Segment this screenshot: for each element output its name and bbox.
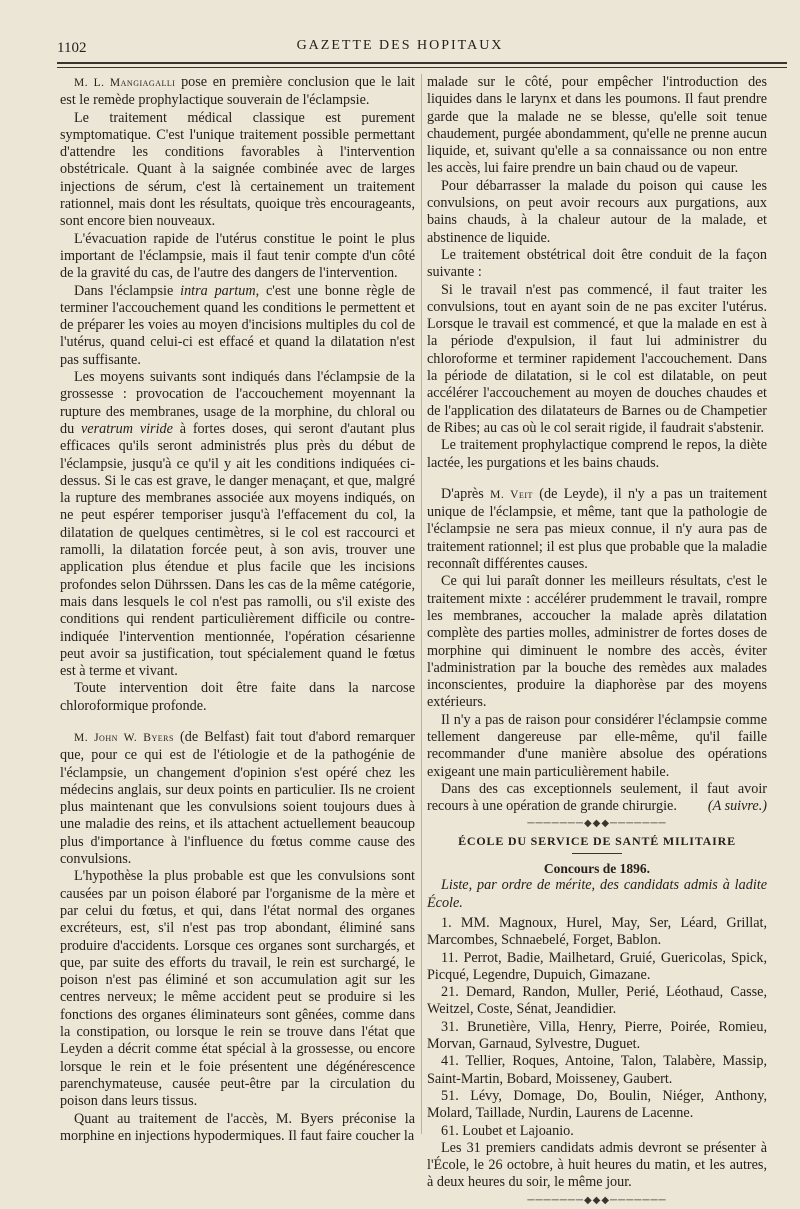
left-column: [60, 74, 415, 1145]
paragraph: Les moyens suivants sont indiqués dans l'éclampsie de la grossesse : provocation de l'accouchement moyennant la rupture des membranes, usage de la morphine, du chloral ou du veratrum viride à fortes doses, qui seront d'autant plus efficaces qu'ils seront administrés plus près du début de l'éclampsie, jusqu'à ce qu'il y ait les conditions indiquées ci-dessus. Si le cas est grave, le danger menaçant, et que, malgré la rupture des membranes associée aux moyens indiqués, on ne peut espérer temporiser jusqu'à l'effacement du col, la dilatation de quelques centimètres, si le col est raccourci et ramolli, la dilatation forcée peut, à son avis, trouver une application plus étendue et plus facile que les incisions profondes selon Dührssen. Dans les cas de la même catégorie, mais dans lesquels le col n'est pas ramolli, ou s'il existe des conditions qui rendent particulièrement difficile ou contre-indiquée l'intervention mentionnée, l'opération césarienne peut avoir sa justification, tout spécialement quand le fœtus est à terme et vivant.: [60, 369, 416, 680]
author-name: M. Veit: [490, 488, 533, 501]
list-item: 21. Demard, Randon, Muller, Perié, Léothaud, Casse, Weitzel, Coste, Sénat, Jeandidier.: [427, 984, 767, 1018]
to-be-continued: (A suivre.): [707, 798, 767, 815]
header-rule-thick: [57, 62, 787, 64]
paragraph: Quant au traitement de l'accès, M. Byers préconise la morphine en injections hypodermiques. Il faut faire coucher la: [60, 1110, 415, 1144]
paragraph: L'hypothèse la plus probable est que les convulsions sont causées par un poison élaboré par l'organisme de la mère et par celui du fœtus, et qui, dans l'état normal des organes excréteurs, est, s'il n'est pas trop abondant, éliminé sans produire d'accidents. Lorsque ces organes sont surchargés, et que, par suite des efforts du travail, le rein est surchargé, le poison n'est pas éliminé et son accumulation agit sur les centres nerveux; le même accident peut se produire si les fonctions des organes éliminateurs sont gênées, comme dans la constipation, ou lorsque le rein se trouve dans l'état que Leyden a décrit comme état spécial à la grossesse, ou encore lorsque le rein et le foie présentent une dégénérescence parenchymateuse, causée peut-être par la circulation du poison dans leurs tissus.: [60, 868, 415, 1110]
journal-title: GAZETTE DES HOPITAUX: [296, 38, 504, 53]
section-title-rule: [572, 853, 622, 854]
paragraph: Le traitement prophylactique comprend le repos, la diète lactée, les purgations et les bains chauds.: [427, 437, 767, 471]
paragraph: Les 31 premiers candidats admis devront se présenter à l'École, le 26 octobre, à huit heures du matin, et les autres, à deux heures du soir, le même jour.: [427, 1139, 767, 1191]
paragraph: L'évacuation rapide de l'utérus constitue le point le plus important de l'éclampsie, mais il faut tenir compte d'un côté de la gravité du cas, de l'autre des dangers de l'intervention.: [60, 230, 415, 282]
paragraph: Ce qui lui paraît donner les meilleurs résultats, c'est le traitement mixte : accélérer prudemment le travail, rompre les membranes, accoucher la malade après dilatation complète des parties molles, administrer de fortes doses de morphine qui diminuent le nombre des accès, éviter l'administration par la bouche des remèdes aux malades inconscientes, produire la diaphorèse par des moyens extérieurs.: [427, 573, 767, 711]
paragraph: malade sur le côté, pour empêcher l'introduction des liquides dans le larynx et dans les poumons. Il faut prendre garde que la malade ne se blesse, qu'elle soit tenue chaudement, purgée abondamment, qu'elle ne prenne aucun liquide, et, suivant qu'elle a sa connaissance ou non entre les accès, lui faire prendre un bain chaud ou de vapeur.: [427, 74, 767, 177]
paragraph: Le traitement obstétrical doit être conduit de la façon suivante :: [427, 246, 767, 281]
paragraph: M. L. Mangiagalli pose en première conclusion que le lait est le remède prophylactique souverain de l'éclampsie.: [60, 74, 415, 109]
page-number: 1102: [57, 40, 87, 56]
end-ornament: ───────◆◆◆───────: [527, 1194, 667, 1206]
paragraph: M. John W. Byers (de Belfast) fait tout d'abord remarquer que, pour ce qui est de l'étiologie et de la pathogénie de l'éclampsie, un changement d'opinion s'est opéré chez les médecins anglais, sur deux points en particulier. Ils ne croient plus maintenant que les convulsions soient toujours dues à une maladie des reins, et ils attachent actuellement beaucoup plus d'importance à l'influence du fœtus comme cause des convulsions.: [60, 728, 415, 868]
list-item: 61. Loubet et Lajoanio.: [441, 1122, 574, 1139]
right-column: [427, 74, 767, 1209]
paragraph: Dans l'éclampsie intra partum, c'est une bonne règle de terminer l'accouchement quand les conditions le permettent et de préparer les voies au moyen d'incisions multiples du col de l'utérus, quand celui-ci est effacé et quand la dilatation n'est pas suffisante.: [60, 282, 415, 368]
paragraph: Pour débarrasser la malade du poison qui cause les convulsions, on peut avoir recours aux purgations, aux bains chauds, à la chaleur autour de la malade, et abstinence de liquide.: [427, 177, 767, 246]
paragraph: Il n'y a pas de raison pour considérer l'éclampsie comme tellement dangereuse par elle-même, qu'il faille recommander d'une manière absolue des opérations exigeant une main particulièrement habile.: [427, 711, 767, 780]
candidate-list: [427, 915, 767, 1140]
paragraph: Le traitement médical classique est purement symptomatique. C'est l'unique traitement possible permettant d'attendre les conditions favorables à l'intervention obstétricale. Quant à la saignée combinée avec de larges injections de sérum, c'est là certainement un traitement rationnel, mais dont les résultats, quoique très encourageants, sont encore bien nouveaux.: [60, 109, 415, 230]
author-name: M. John W. Byers: [74, 731, 174, 744]
header-rule-thin: [57, 67, 787, 68]
list-item: 1. MM. Magnoux, Hurel, May, Ser, Léard, Grillat, Marcombes, Schnaebelé, Forget, Bablon.: [427, 914, 767, 949]
paragraph: Si le travail n'est pas commencé, il faut traiter les convulsions, tout en ayant soin de ne pas exciter l'utérus. Lorsque le travail est commencé, et que la malade en est à la période d'expulsion, il faut lui administrer du chloroforme et terminer rapidement l'accouchement. Dans la période de dilatation, si le col est dilatable, on peut accélérer l'accouchement au moyen de douches chaudes et de l'application des dilatateurs de Barnes ou de Champetier de Ribes; au cas où le col serait rigide, il faudrait s'abstenir.: [427, 281, 767, 436]
list-item: 31. Brunetière, Villa, Henry, Pierre, Poirée, Romieu, Morvan, Garnaud, Sylvestre, Duguet.: [427, 1018, 767, 1053]
section-title: ÉCOLE DU SERVICE DE SANTÉ MILITAIRE: [458, 833, 736, 848]
paragraph: Dans des cas exceptionnels seulement, il faut avoir recours à une opération de grande chirurgie. (A suivre.): [427, 780, 767, 815]
list-intro: Liste, par ordre de mérite, des candidats admis à ladite École.: [427, 877, 767, 911]
column-divider: [421, 74, 422, 1134]
author-name: M. L. Mangiagalli: [74, 77, 176, 89]
italic-term: veratrum viride: [81, 420, 173, 437]
section-ornament: ───────◆◆◆───────: [527, 818, 667, 830]
list-item: 11. Perrot, Badie, Mailhetard, Gruié, Guericolas, Spick, Picqué, Legendre, Dupuich, Gimazane.: [427, 949, 767, 983]
italic-term: intra partum: [180, 282, 256, 299]
paragraph: D'après M. Veit (de Leyde), il n'y a pas un traitement unique de l'éclampsie, et même, tant que la pathologie de l'éclampsie ne sera pas mieux connue, il n'y aura pas de traitement rationnel; il est plus que probable que la maladie reconnaît différentes causes.: [427, 485, 768, 573]
list-item: 51. Lévy, Domage, Do, Boulin, Niéger, Anthony, Molard, Taillade, Nurdin, Laurens de Lacenne.: [427, 1087, 767, 1122]
paragraph: Toute intervention doit être faite dans la narcose chloroformique profonde.: [60, 680, 415, 714]
contest-title: Concours de 1896.: [543, 861, 651, 877]
list-item: 41. Tellier, Roques, Antoine, Talon, Talabère, Massip, Saint-Martin, Bobard, Moisseney, Gaubert.: [427, 1053, 767, 1087]
